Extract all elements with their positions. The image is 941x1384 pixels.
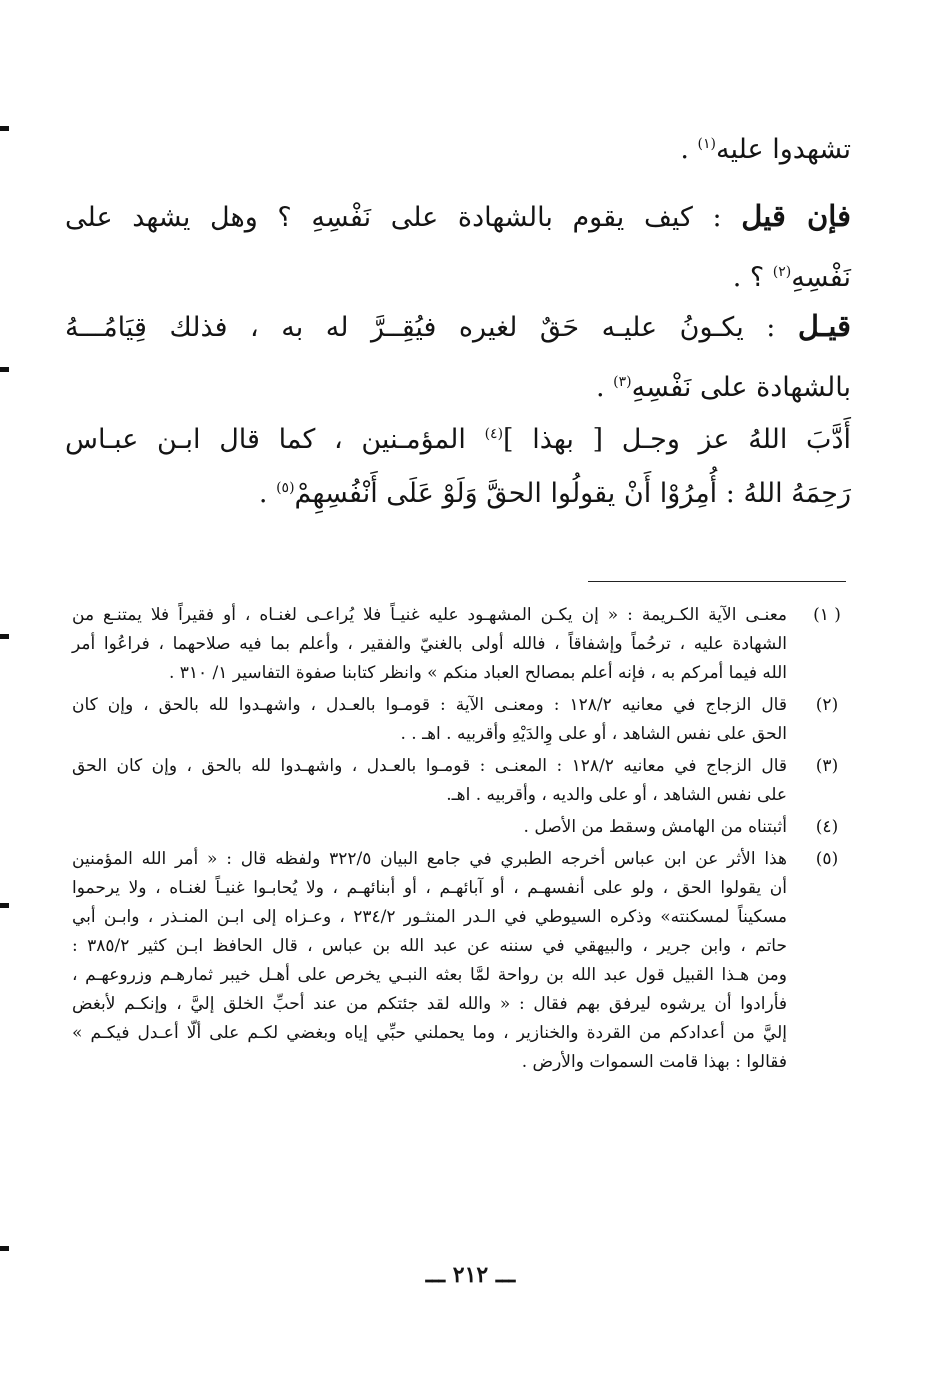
footnote-line: الشهادة عليه ، ترحُماً وإشفاقاً ، فالله أولى بالغنيّ والفقير ، وأعلم بما فيه صلاحهما ، فراعُوا أمر	[72, 634, 787, 654]
main-text: المؤمـنين ، كما قال ابـن عبـاس	[65, 424, 485, 455]
footnote-line: أن يقولوا الحق ، ولو على أنفسهـم ، أو آبائهـم ، أو أبنائهـم ، ولا يُحابـوا غنيـاً لغنـاه ، ولا يرحموا	[72, 878, 787, 898]
footnote-number: ( ١)	[813, 605, 841, 625]
margin-mark	[0, 634, 9, 639]
margin-mark	[0, 1246, 9, 1251]
footnote-ref: (٤)	[484, 426, 504, 442]
footnote-number: (٤)	[815, 817, 839, 837]
footnote-2	[72, 691, 849, 749]
footnote-line: هذا الأثر عن ابن عباس أخرجه الطبري في جامع البيان ٣٢٢/٥ ولفظه قال : « أمر الله المؤمنين	[72, 849, 787, 869]
footnote-line: قال الزجاج في معانيه ١٢٨/٢ : ومعنـى الآية : قومـوا بالعـدل ، واشهـدوا لله بالحق ، وإن كان	[72, 695, 787, 715]
main-line	[65, 358, 851, 418]
footnotes	[72, 601, 849, 1077]
footnote-number: (٥)	[815, 849, 839, 869]
footnote-line: أثبتناه من الهامش وسقط من الأصل .	[523, 817, 787, 837]
footnote-1	[72, 601, 849, 688]
footnote-line: فقالوا : بهذا قامت السموات والأرض .	[521, 1052, 787, 1072]
main-line	[65, 410, 851, 470]
footnote-line: قال الزجاج في معانيه ١٢٨/٢ : المعنـى : قومـوا بالعـدل ، واشهـدوا لله بالحق ، وإن كان الحق	[72, 756, 787, 776]
footnote-line: معنـى الآية الكـريمة : « إن يكـن المشهـود عليه غنيـاً فلا يُراعـى لغنـاه ، أو فقيراً فلا يمتنـع من	[72, 605, 787, 625]
main-line	[65, 186, 851, 248]
footnote-line: فأرادوا أن يرشوه ليرفق بهم فقال : « والله لقد جئتكم من عند أحبِّ الخلق إليَّ ، وإنكـم لأبغض	[72, 994, 787, 1014]
footnote-ref: (٥)	[276, 480, 295, 496]
main-paragraph-1	[65, 120, 851, 180]
main-text: ؟ .	[732, 262, 773, 293]
footnote-4	[72, 813, 849, 842]
footnote-3	[72, 752, 849, 810]
footnote-line: الله فيما أمركم به ، فإنه أعلم بمصالح العباد منكم » وانظر كتابنا صفوة التفاسير ١/ ٣١٠ .	[168, 663, 787, 683]
footnote-ref: (٣)	[613, 374, 632, 390]
footnote-line: مسكيناً لمسكنته» وذكره السيوطي في الـدر المنثـور ٢٣٤/٢ ، وعـزاه إلى ابـن المنـذر ، وابـن أبي	[72, 907, 787, 927]
footnote-separator	[588, 581, 846, 582]
footnote-line: حاتم ، وابن جرير ، والبيهقي في سننه عن عبد الله بن عباس ، قال الحافظ ابـن كثير ٣٨٥/٢ :	[72, 936, 787, 956]
lead-word: قيـل	[797, 309, 851, 343]
footnote-5	[72, 845, 849, 1077]
main-line	[65, 296, 851, 358]
main-paragraph-3	[65, 296, 851, 418]
main-text: بالشهادة على نَفْسِهِ	[631, 372, 851, 403]
main-line	[65, 120, 851, 180]
main-paragraph-4	[65, 410, 851, 524]
footnote-line: على نفس الشاهد ، أو على والديه ، وأقربيه . اهـ.	[446, 785, 787, 805]
page-number: ـــ ٢١٢ ـــ	[425, 1262, 516, 1288]
main-text: : كيف يقوم بالشهادة على نَفْسِهِ ؟ وهل يشهد على	[65, 202, 742, 233]
footnote-line: ومن هـذا القبيل قول عبد الله بن رواحة لمَّا بعثه النبـي يخرص على أهـل خيبر ثمارهـم وزروعهـم ،	[72, 965, 787, 985]
main-text: رَحِمَهُ اللهُ : أُمِرُوْا أَنْ يقولُوا الحقَّ وَلَوْ عَلَى أَنْفُسِهِمْ	[294, 478, 851, 509]
margin-mark	[0, 903, 9, 908]
footnote-line: إليَّ من أعدادكم من القردة والخنازير ، وما يحملني حبِّي إياه وبغضي لكـم على ألّا أعـدل فيكـم »	[72, 1023, 787, 1043]
footnote-number: (٣)	[815, 756, 839, 776]
main-text: .	[680, 134, 698, 165]
main-line	[65, 464, 851, 524]
footnote-ref: (١)	[697, 136, 716, 152]
footnote-number: (٢)	[815, 695, 839, 715]
margin-mark	[0, 367, 9, 372]
main-text: .	[596, 372, 614, 403]
main-text: .	[258, 478, 277, 509]
main-text: تشهدوا عليه	[715, 134, 851, 165]
main-text: نَفْسِهِ	[791, 262, 851, 293]
main-paragraph-2	[65, 186, 851, 308]
lead-word: فإن قيل	[741, 199, 851, 233]
footnote-line: الحق على نفس الشاهد ، أو على وِالدَيْهِ وأقربيه . اهـ . .	[400, 724, 787, 744]
main-text: : يكـونُ عليـه حَقٌ لغيره فيُقِــرَّ له به ، فذلك قِيَامُـــهُ	[65, 312, 798, 343]
footnote-ref: (٢)	[772, 264, 792, 280]
main-text: أَدَّبَ اللهُ عز وجـل [ بهذا ]	[503, 424, 851, 455]
margin-mark	[0, 126, 9, 131]
